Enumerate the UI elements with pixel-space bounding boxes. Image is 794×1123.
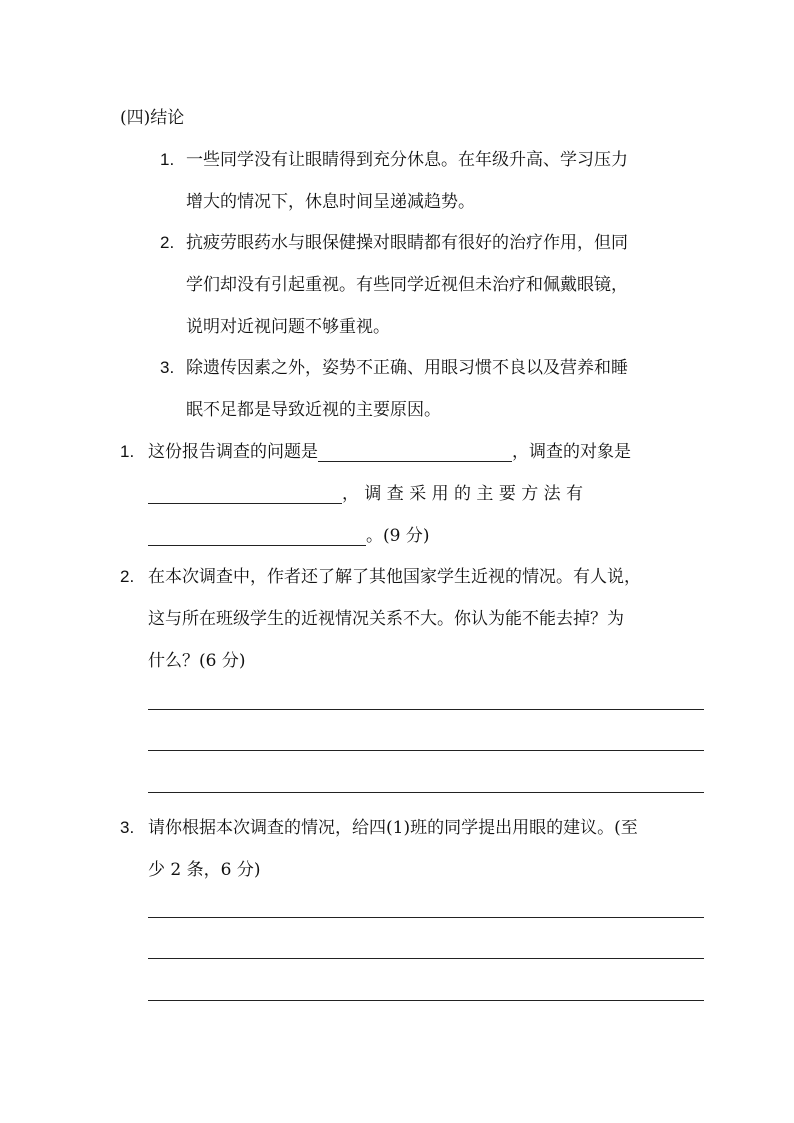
question-text-part: ， 调 查 采 用 的 主 要 方 法 有 — [342, 484, 584, 504]
conclusion-text: 说明对近视问题不够重视。 — [186, 317, 390, 337]
answer-blank[interactable] — [318, 443, 512, 462]
conclusion-text: 除遗传因素之外，姿势不正确、用眼习惯不良以及营养和睡 — [186, 358, 628, 378]
question-text: 什么？(6 分) — [148, 651, 246, 671]
answer-line[interactable] — [148, 917, 704, 918]
question-score: 。(9 分) — [366, 526, 430, 546]
conclusion-text: 一些同学没有让眼睛得到充分休息。在年级升高、学习压力 — [186, 150, 628, 170]
answer-line[interactable] — [148, 958, 704, 959]
question-text-part: ，调查的对象是 — [512, 442, 631, 462]
question-text — [148, 442, 631, 462]
conclusion-number: 2. — [160, 233, 175, 252]
answer-line[interactable] — [148, 792, 704, 793]
question-text: 在本次调查中，作者还了解了其他国家学生近视的情况。有人说， — [148, 567, 641, 587]
question-text — [148, 526, 429, 546]
section-title: (四)结论 — [120, 108, 185, 128]
conclusion-number: 3. — [160, 358, 175, 377]
answer-blank[interactable] — [148, 527, 366, 546]
question-text: 请你根据本次调查的情况，给四(1)班的同学提出用眼的建议。(至 — [148, 818, 638, 838]
question-number: 2. — [120, 567, 135, 586]
question-text: 少 2 条，6 分) — [148, 860, 261, 880]
conclusion-number: 1. — [160, 150, 175, 169]
conclusion-text: 抗疲劳眼药水与眼保健操对眼睛都有很好的治疗作用，但同 — [186, 233, 628, 253]
question-text-part: 这份报告调查的问题是 — [148, 442, 318, 462]
answer-line[interactable] — [148, 750, 704, 751]
conclusion-text: 增大的情况下，休息时间呈递减趋势。 — [186, 192, 475, 212]
question-number: 3. — [120, 818, 135, 837]
answer-blank[interactable] — [148, 485, 342, 504]
question-text — [148, 484, 583, 504]
conclusion-text: 学们却没有引起重视。有些同学近视但未治疗和佩戴眼镜， — [186, 275, 628, 295]
question-text: 这与所在班级学生的近视情况关系不大。你认为能不能去掉？为 — [148, 609, 624, 629]
question-number: 1. — [120, 442, 135, 461]
answer-line[interactable] — [148, 1000, 704, 1001]
conclusion-text: 眠不足都是导致近视的主要原因。 — [186, 400, 441, 420]
answer-line[interactable] — [148, 709, 704, 710]
